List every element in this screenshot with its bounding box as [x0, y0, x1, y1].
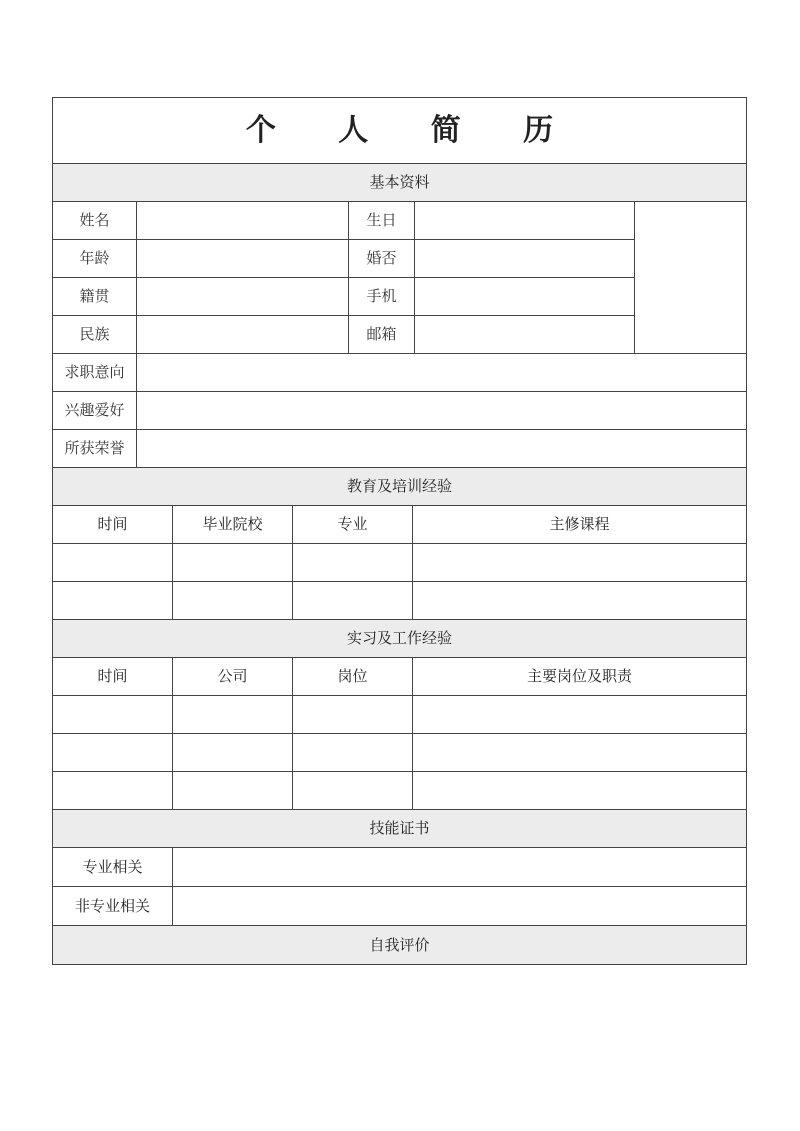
work-row3-time[interactable]	[53, 772, 173, 810]
page-title: 个 人 简 历	[53, 98, 746, 164]
resume-form	[52, 97, 747, 965]
label-native-place: 籍贯	[53, 278, 137, 316]
field-job-intention[interactable]	[137, 354, 746, 392]
label-name: 姓名	[53, 202, 137, 240]
label-birthday: 生日	[349, 202, 415, 240]
section-header-education: 教育及培训经验	[53, 468, 746, 506]
work-header-time: 时间	[53, 658, 173, 696]
work-row1-duties[interactable]	[413, 696, 746, 734]
label-ethnicity: 民族	[53, 316, 137, 354]
edu-row1-school[interactable]	[173, 544, 293, 582]
edu-row1-time[interactable]	[53, 544, 173, 582]
label-hobbies: 兴趣爱好	[53, 392, 137, 430]
edu-row2-time[interactable]	[53, 582, 173, 620]
work-header-position: 岗位	[293, 658, 413, 696]
label-age: 年龄	[53, 240, 137, 278]
edu-header-time: 时间	[53, 506, 173, 544]
work-row3-position[interactable]	[293, 772, 413, 810]
label-honors: 所获荣誉	[53, 430, 137, 468]
field-name[interactable]	[137, 202, 349, 240]
field-native-place[interactable]	[137, 278, 349, 316]
edu-row2-major[interactable]	[293, 582, 413, 620]
work-row2-duties[interactable]	[413, 734, 746, 772]
edu-row2-school[interactable]	[173, 582, 293, 620]
edu-header-major: 专业	[293, 506, 413, 544]
field-mobile[interactable]	[415, 278, 635, 316]
field-hobbies[interactable]	[137, 392, 746, 430]
edu-header-courses: 主修课程	[413, 506, 746, 544]
work-row2-position[interactable]	[293, 734, 413, 772]
label-email: 邮箱	[349, 316, 415, 354]
work-row2-time[interactable]	[53, 734, 173, 772]
section-header-basic: 基本资料	[53, 164, 746, 202]
label-marital: 婚否	[349, 240, 415, 278]
field-birthday[interactable]	[415, 202, 635, 240]
edu-row1-major[interactable]	[293, 544, 413, 582]
edu-row1-courses[interactable]	[413, 544, 746, 582]
field-skills-unrelated[interactable]	[173, 887, 746, 926]
edu-header-school: 毕业院校	[173, 506, 293, 544]
work-row3-company[interactable]	[173, 772, 293, 810]
label-skills-unrelated: 非专业相关	[53, 887, 173, 926]
label-mobile: 手机	[349, 278, 415, 316]
work-row2-company[interactable]	[173, 734, 293, 772]
section-header-self-eval: 自我评价	[53, 926, 746, 964]
field-age[interactable]	[137, 240, 349, 278]
work-header-duties: 主要岗位及职责	[413, 658, 746, 696]
label-skills-related: 专业相关	[53, 848, 173, 887]
edu-row2-courses[interactable]	[413, 582, 746, 620]
field-ethnicity[interactable]	[137, 316, 349, 354]
section-header-work: 实习及工作经验	[53, 620, 746, 658]
section-header-skills: 技能证书	[53, 810, 746, 848]
field-honors[interactable]	[137, 430, 746, 468]
work-row1-position[interactable]	[293, 696, 413, 734]
photo-area[interactable]	[635, 202, 746, 354]
field-marital[interactable]	[415, 240, 635, 278]
work-row1-company[interactable]	[173, 696, 293, 734]
work-row1-time[interactable]	[53, 696, 173, 734]
work-row3-duties[interactable]	[413, 772, 746, 810]
label-job-intention: 求职意向	[53, 354, 137, 392]
work-header-company: 公司	[173, 658, 293, 696]
field-skills-related[interactable]	[173, 848, 746, 887]
field-email[interactable]	[415, 316, 635, 354]
